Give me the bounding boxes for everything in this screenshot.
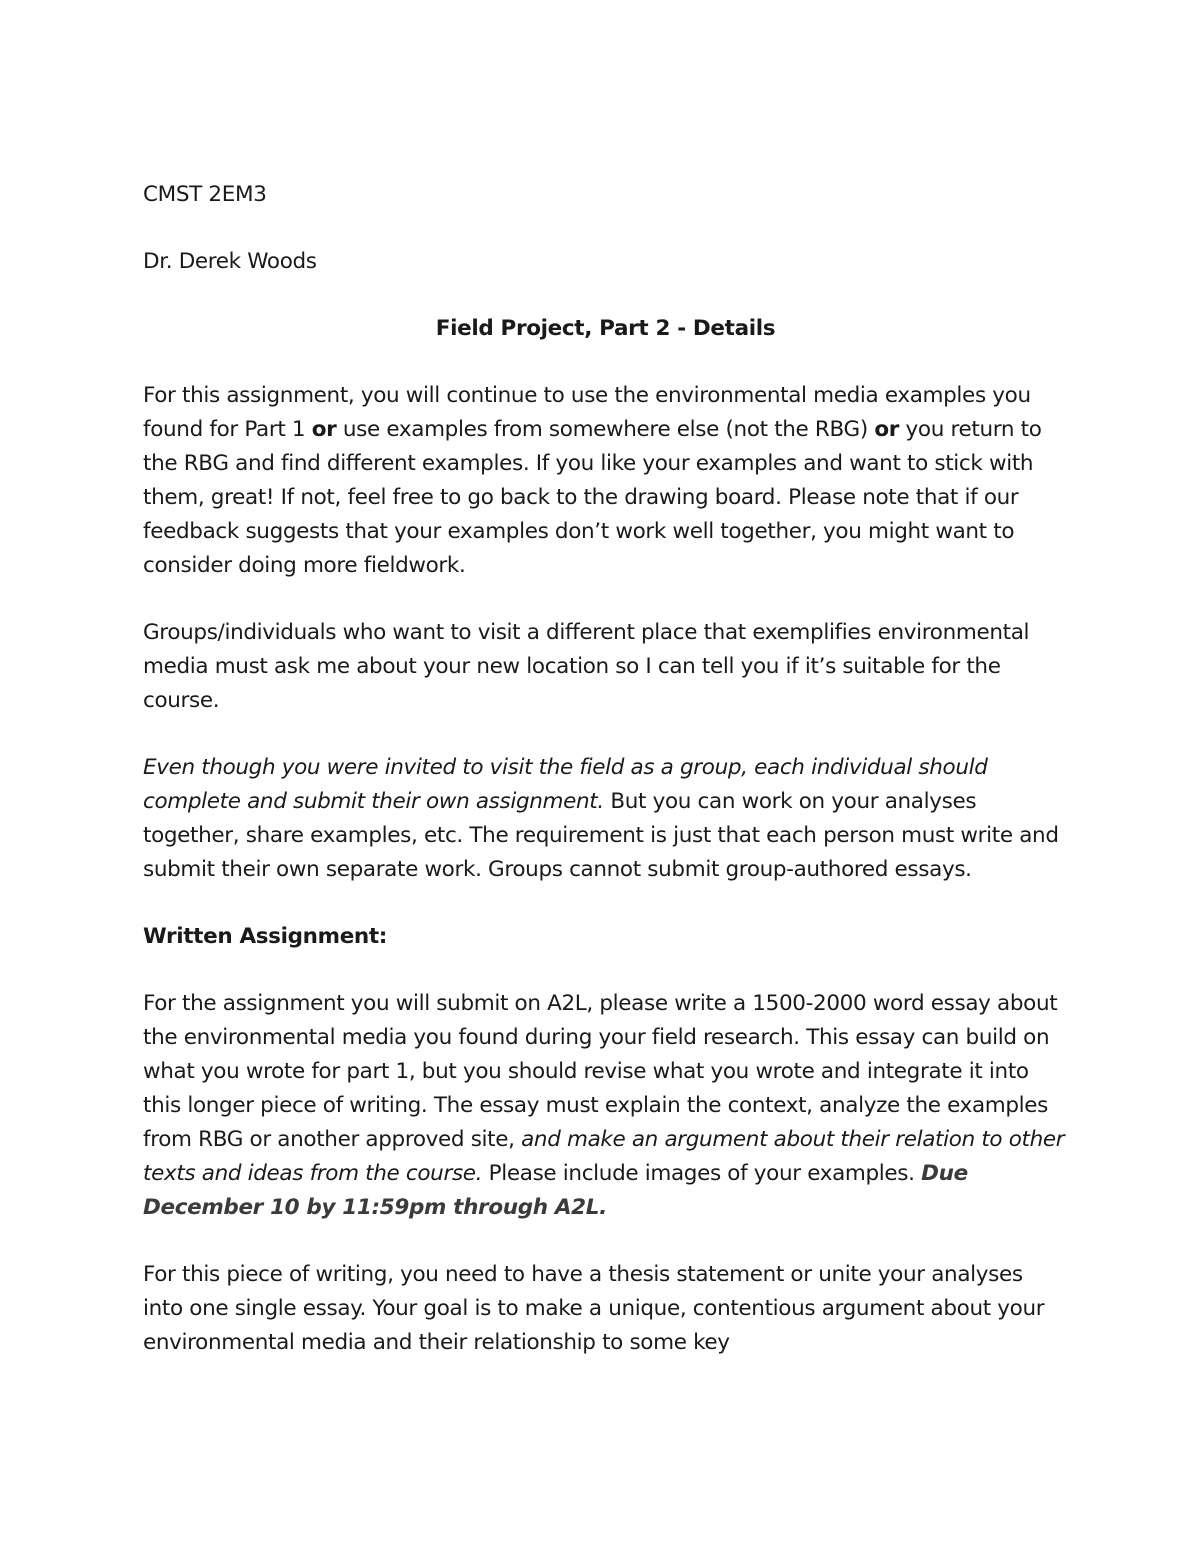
document-body <box>143 178 1068 1393</box>
paragraph-4-text-a: For the assignment you will submit on A2L, please write a 1500-2000 word essay about the environmental media you found during your field research. This essay can build on what you wrote for part 1, but you should revise what you wrote and integrate it into this longer piece of writing. The essay must explain the context, analyze the examples from RBG or another approved site, <box>143 991 1058 1152</box>
paragraph-4-text-b: Please include images of your examples. <box>482 1161 922 1186</box>
paragraph-1-text-b: use examples from somewhere else (not the RBG) <box>336 417 875 442</box>
instructor-name: Dr. Derek Woods <box>143 249 317 274</box>
paragraph-3-italic: Even though you were invited to visit the field as a group, each individual should complete and submit their own assignment. <box>143 755 988 814</box>
paragraph-1-text-c: you return to the RBG and find different examples. If you like your examples and want to stick with them, great! If not, feel free to go back to the drawing board. Please note that if our feedback suggests that your examples don’t work well together, you might want to consider doing more fieldwork. <box>143 417 1042 578</box>
paragraph-new-location: Groups/individuals who want to visit a different place that exemplifies environmental media must ask me about your new location so I can tell you if it’s suitable for the course. <box>143 620 1030 713</box>
paragraph-3-text: But you can work on your analyses together, share examples, etc. The requirement is just that each person must write and submit their own separate work. Groups cannot submit group-authored essays. <box>143 789 1059 882</box>
page-title: Field Project, Part 2 - Details <box>435 316 776 341</box>
paragraph-4-italic: and make an argument about their relation to other texts and ideas from the course. <box>143 1127 1065 1186</box>
paragraph-1-text-a: For this assignment, you will continue to use the environmental media examples you found for Part 1 <box>143 383 1031 442</box>
course-code: CMST 2EM3 <box>143 182 267 207</box>
written-assignment-heading: Written Assignment: <box>143 924 388 949</box>
paragraph-1-or-b: or <box>874 417 900 442</box>
paragraph-individual-work <box>143 751 1068 887</box>
paragraph-essay-requirements <box>143 987 1068 1225</box>
paragraph-1-or-a: or <box>311 417 337 442</box>
paragraph-thesis: For this piece of writing, you need to have a thesis statement or unite your analyses into one single essay. Your goal is to make a unique, contentious argument about your environmental media and their relationship to some key <box>143 1262 1045 1355</box>
due-date: Due December 10 by 11:59pm through A2L. <box>143 1161 968 1220</box>
paragraph-instructions <box>143 379 1068 583</box>
